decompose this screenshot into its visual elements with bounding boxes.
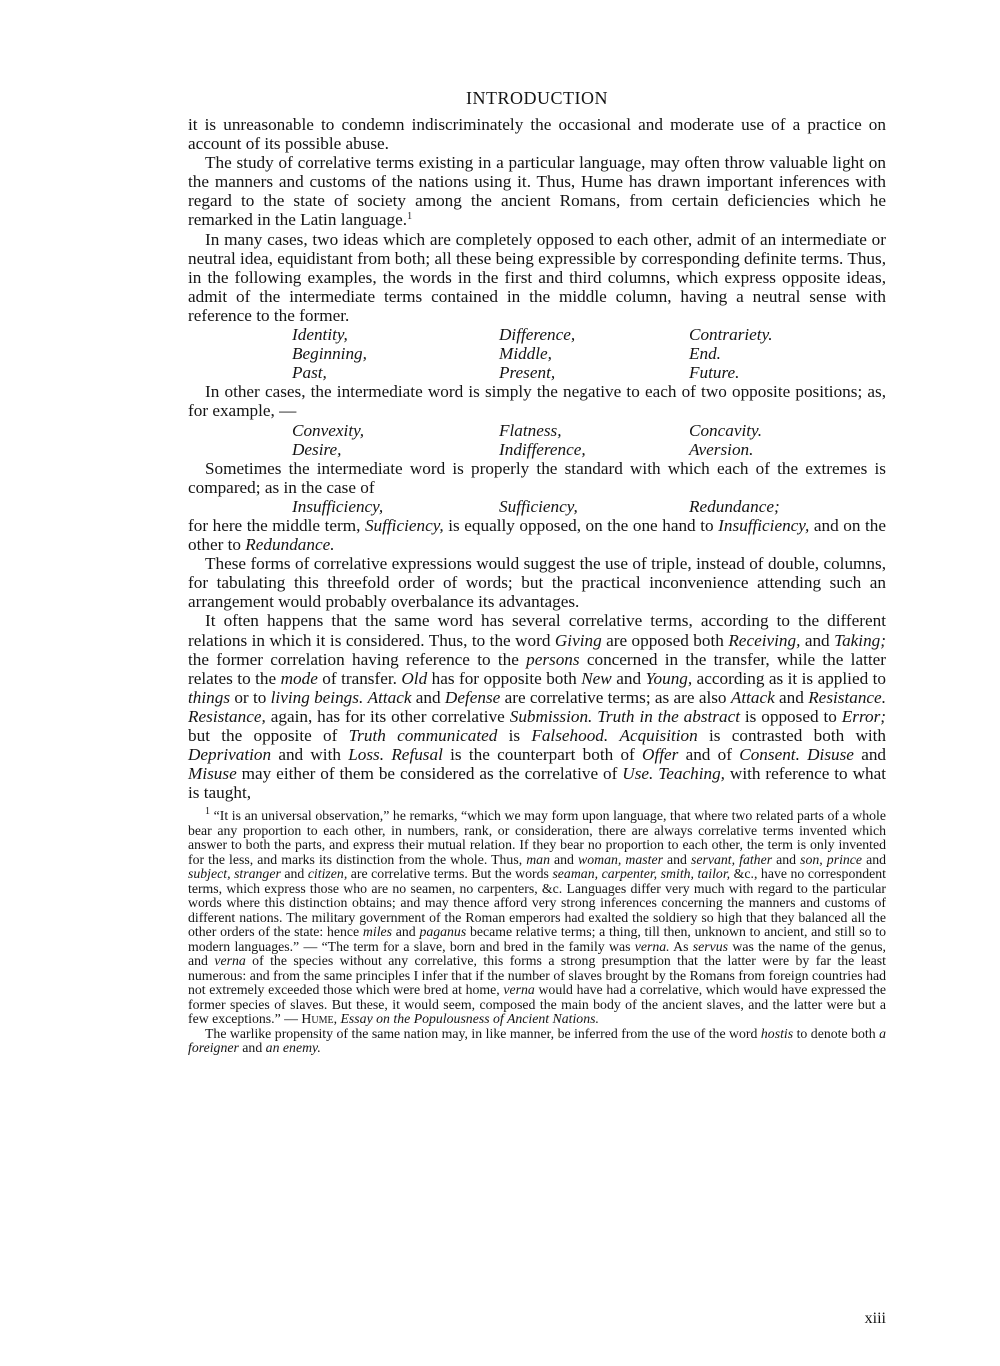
text-run: and [772, 851, 801, 867]
term-cell: Insufficiency, [292, 496, 384, 516]
italic-term: Attack [730, 687, 775, 707]
text-run: and [238, 1040, 266, 1056]
term-cell: Redundance; [689, 496, 780, 516]
text-run: according as it is applied to [692, 668, 886, 688]
text-run: and [800, 630, 835, 650]
text-run: are opposed both [601, 630, 729, 650]
italic-term: hostis [760, 1025, 794, 1041]
text-run: and [611, 668, 646, 688]
paragraph [188, 611, 886, 802]
text-run: of transfer. [317, 668, 402, 688]
author-name: Hume, [301, 1011, 338, 1027]
text-run: is the counterpart both of [442, 745, 643, 765]
text-run: &c., have no correspondent terms, which express those who are no seamen, no carpenters, &c. Languages differ very much with regard to the particular words where this distinction obtains; and may thence afford very strong inferences concerning the manners and customs of different nations. The military government of the Roman emperors had exalted the soldiery so high that they balanced all the other orders of the state: hence [188, 866, 886, 940]
italic-term: Falsehood. [531, 726, 609, 745]
italic-term: miles [362, 924, 393, 940]
text-run: The warlike propensity of the same nation may, in like manner, be inferred from the use of the word [205, 1025, 761, 1041]
italic-term: Disuse [807, 745, 854, 765]
term-cell: Difference, [499, 325, 576, 345]
text-run: Sometimes the intermediate word is properly the standard with which each of the extremes is compared; as in the case of [188, 458, 886, 497]
italic-term: mode [280, 668, 318, 688]
term-cell: End. [689, 344, 721, 364]
italic-term: son, [800, 851, 823, 867]
italic-term: Refusal [391, 745, 443, 765]
text-run: is equally opposed, on the one hand to [443, 515, 719, 535]
italic-term: a foreigner [188, 1025, 886, 1056]
italic-term: Young, [645, 668, 693, 688]
text-run: the former correlation having reference to the [188, 649, 527, 669]
footnotes [188, 806, 887, 1056]
page-number: xiii [864, 1310, 886, 1327]
term-cell: Concavity. [689, 420, 763, 440]
italic-term: persons [526, 649, 580, 669]
text-run: and [411, 687, 445, 707]
italic-term: woman, [578, 851, 622, 867]
term-cell: Desire, [292, 439, 342, 459]
italic-term: Essay on the Populousness of Ancient Nations. [340, 1011, 599, 1027]
italic-term: New [581, 668, 612, 688]
text-run: In many cases, two ideas which are completely opposed to each other, admit of an intermediate or neutral idea, equidistant from both; all these being expressible by corresponding definite terms. Thus, in the following examples, the words in the first and third columns, which express opposite ideas, admit of the intermediate terms contained in the middle column, having a neutral sense with reference to the former. [188, 229, 886, 325]
footnote-marker: 1 [205, 806, 210, 818]
italic-term: Redundance. [245, 535, 335, 555]
italic-term: Taking; [834, 630, 886, 650]
text-run: to denote both [793, 1025, 880, 1041]
italic-term: Receiving, [728, 630, 801, 650]
paragraph [188, 153, 886, 229]
text-run: has for opposite both [427, 668, 582, 688]
text-run: or to [230, 687, 271, 707]
text-run: and with [271, 745, 349, 765]
text-run: of the species without any correlative, this forms a strong presumption that the latter were by far the least numerous: and from the same principles I infer that if the number of slaves brought by the Romans from foreign countries had not extremely exceeded those which were bred at home, [188, 953, 887, 998]
page [188, 88, 887, 1327]
term-table [188, 497, 886, 516]
italic-term: Submission. [509, 706, 593, 726]
paragraph [188, 516, 886, 554]
text-run: concerned in the transfer, while the latter relates to the [188, 649, 886, 688]
text-run: and [774, 687, 809, 707]
italic-term: Resistance. [808, 687, 886, 707]
term-cell: Middle, [499, 344, 552, 364]
paragraph [188, 115, 886, 153]
text-run: are correlative terms; as are also [500, 687, 731, 707]
italic-term: an enemy. [265, 1040, 321, 1056]
text-run: is [497, 726, 532, 745]
italic-term: Offer [642, 745, 679, 765]
italic-term: Sufficiency, [364, 515, 444, 535]
italic-term: Truth communicated [348, 726, 498, 745]
text-run: with reference to what is taught, [188, 764, 886, 803]
term-cell: Aversion. [689, 439, 754, 459]
text-run: it is unreasonable to condemn indiscriminately the occasional and moderate use of a practice on account of its possible abuse. [188, 115, 886, 154]
text-run: These forms of correlative expressions would suggest the use of triple, instead of double, columns, for tabulating this threefold order of words; but the practical inconvenience attending such an arrangement would probably overbalance its advantages. [188, 554, 886, 612]
term-cell: Convexity, [292, 420, 365, 440]
italic-term: Acquisition [619, 726, 698, 745]
term-table [188, 421, 886, 459]
italic-term: verna. [634, 938, 670, 954]
italic-term: Insufficiency, [718, 515, 810, 535]
italic-term: Deprivation [188, 745, 272, 765]
footnote [188, 1027, 886, 1056]
italic-term: Error; [841, 706, 887, 726]
term-cell: Present, [499, 363, 556, 383]
footnote [188, 806, 887, 1027]
text-run: may either of them be considered as the correlative of [236, 764, 623, 784]
text-run: “It is an universal observation,” he remarks, “which we may form upon language, that where two related parts of a whole bear any proportion to each other, in numbers, rank, or consideration, there are always correlative terms invented which answer to both the parts, and express their mutual relation. If they bear no proportion to each other, the term is only invented for the less, and marks its distinction from the whole. Thus, [188, 808, 886, 867]
italic-term: Old [401, 668, 428, 688]
italic-term: subject, [188, 866, 231, 882]
text-run: and [549, 851, 578, 867]
text-run: and [280, 866, 308, 882]
italic-term: Resistance, [188, 706, 266, 726]
italic-term: Misuse [188, 764, 237, 784]
text-run: In other cases, the intermediate word is simply the negative to each of two opposite positions; as, for example, — [188, 382, 886, 421]
text-run: are correlative terms. But the words [347, 866, 553, 882]
paragraph [188, 459, 886, 497]
text-run: and [392, 924, 420, 940]
term-cell: Flatness, [499, 420, 562, 440]
italic-term: Defense [444, 687, 501, 707]
italic-term: Loss. [348, 745, 385, 765]
main-text [188, 115, 886, 802]
italic-term: Truth in the abstract [597, 706, 740, 726]
italic-term: verna [503, 982, 535, 998]
italic-term: stranger [234, 866, 281, 882]
text-run: is contrasted both with [697, 726, 886, 745]
paragraph [188, 230, 886, 325]
term-cell: Past, [292, 363, 327, 383]
text-run: As [669, 938, 693, 954]
term-table [188, 325, 886, 382]
paragraph [188, 554, 886, 611]
italic-term: Consent. [739, 745, 800, 765]
running-head: INTRODUCTION [466, 88, 608, 108]
italic-term: verna [214, 953, 246, 969]
italic-term: father [739, 851, 773, 867]
text-run: was the name of the genus, and [188, 938, 886, 969]
text-run: It often happens that the same word has several correlative terms, according to the different relations in which it is considered. Thus, to the word [188, 611, 886, 650]
italic-term: Attack [367, 687, 412, 707]
term-cell: Sufficiency, [499, 496, 578, 516]
italic-term: servus [692, 938, 729, 954]
text-run: and [862, 851, 887, 867]
italic-term: seaman, carpenter, smith, tailor, [552, 866, 731, 882]
text-run: but the opposite of [188, 726, 349, 745]
italic-term: living beings. [270, 687, 364, 707]
text-run: and [662, 851, 691, 867]
text-run: would have had a correlative, which would have expressed the former species of slaves. But these, it would seem, composed the main body of the ancient slaves, and the latter were but a few exceptions.” — [188, 982, 886, 1027]
italic-term: Teaching, [658, 764, 725, 784]
text-run: is opposed to [739, 706, 842, 726]
text-run [608, 726, 619, 745]
italic-term: Use. [622, 764, 654, 784]
term-cell: Contrariety. [689, 325, 773, 345]
term-cell: Indifference, [499, 439, 586, 459]
term-cell: Beginning, [292, 344, 367, 364]
text-run: and of [678, 745, 740, 765]
text-run: and [853, 745, 887, 765]
italic-term: things [188, 687, 231, 707]
text-run: for here the middle term, [188, 515, 365, 535]
italic-term: servant, [690, 851, 736, 867]
term-cell: Identity, [292, 325, 348, 345]
text-run: again, has for its other correlative [265, 706, 510, 726]
paragraph [188, 382, 886, 420]
italic-term: master [625, 851, 663, 867]
italic-term: citizen, [307, 866, 348, 882]
text-run: The study of correlative terms existing in a particular language, may often throw valuable light on the manners and customs of the nations using it. Thus, Hume has drawn important inferences with regard to the state of society among the ancient Romans, from certain deficiencies which he remarked in the Latin language. [188, 153, 886, 230]
footnote-marker: 1 [407, 211, 413, 223]
text-run: became relative terms; a thing, till then, unknown to ancient, and still so to modern languages.” — “The term for a slave, born and bred in the family was [188, 924, 886, 954]
italic-term: prince [826, 851, 863, 867]
term-cell: Future. [689, 363, 740, 383]
text-run: and on the other to [188, 515, 886, 555]
italic-term: paganus [419, 924, 467, 940]
italic-term: Giving [554, 630, 602, 650]
italic-term: man [526, 851, 550, 867]
